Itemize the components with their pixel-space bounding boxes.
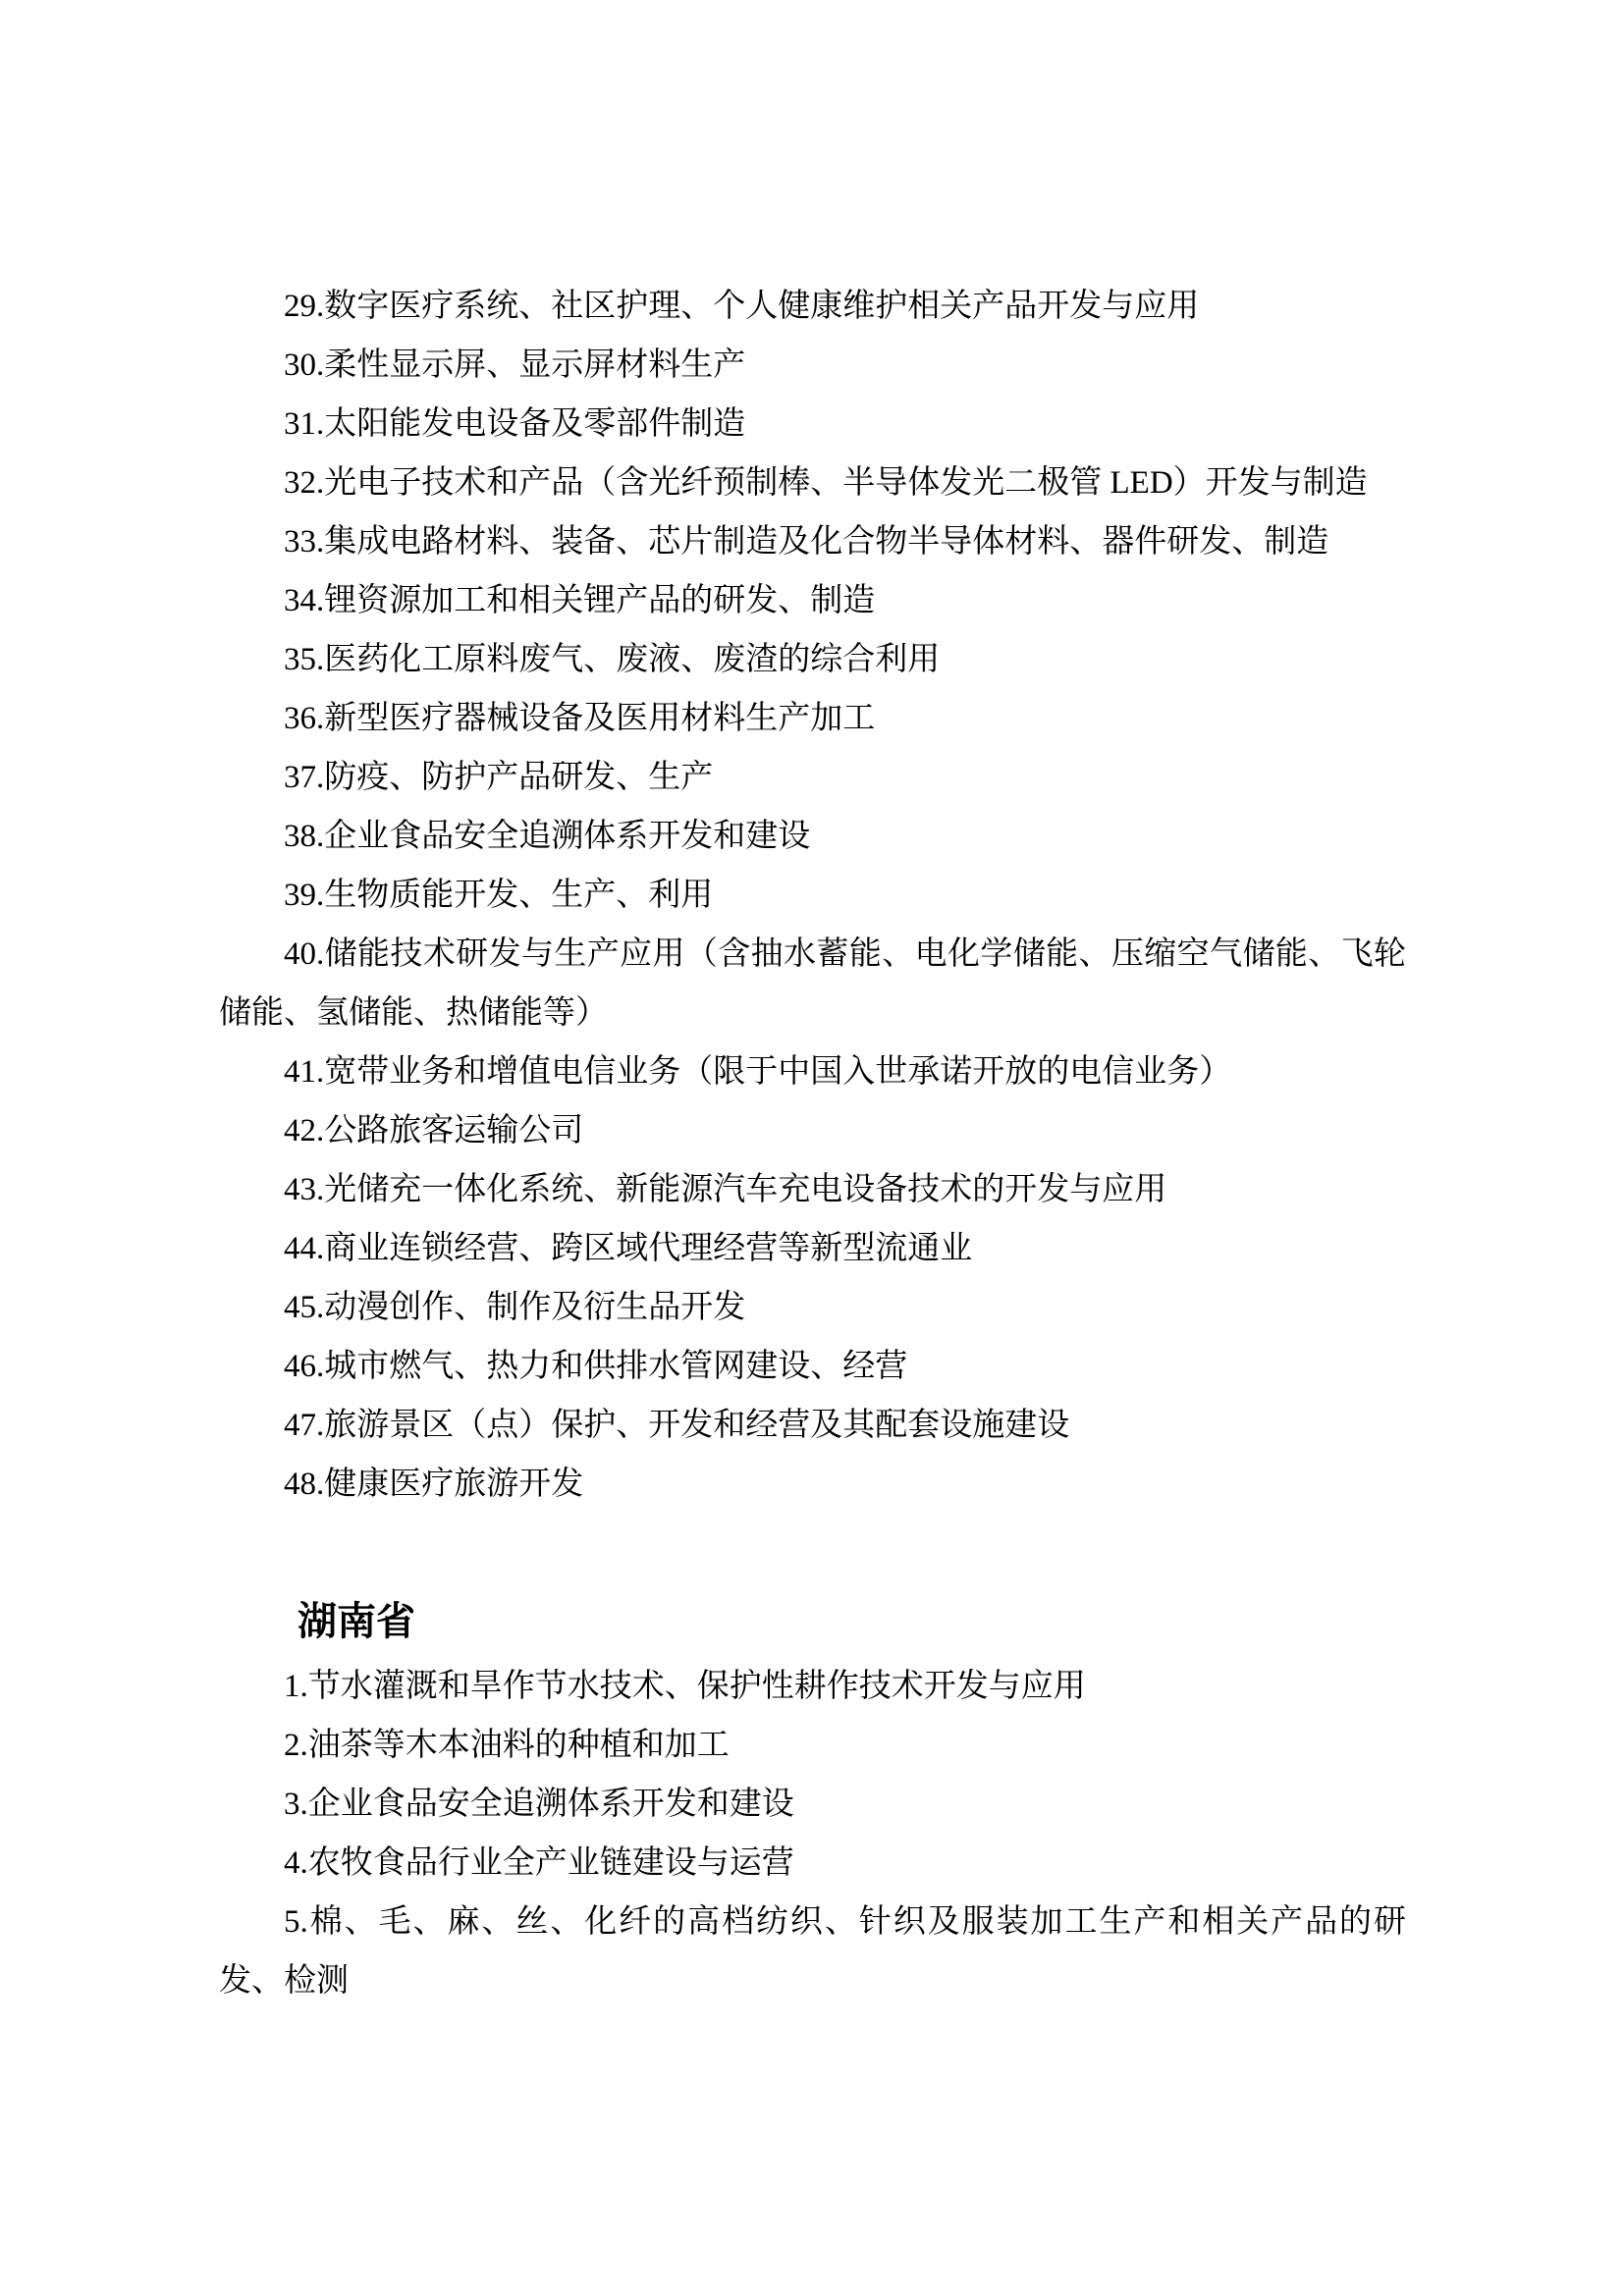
list-item <box>219 748 1406 807</box>
item-text: 健康医疗旅游开发 <box>324 1467 584 1502</box>
item-text: 光电子技术和产品（含光纤预制棒、半导体发光二极管 LED）开发与制造 <box>324 465 1368 501</box>
item-text: 防疫、防护产品研发、生产 <box>324 760 714 795</box>
section-heading-hunan: 湖南省 <box>298 1600 415 1643</box>
list-item <box>219 277 1406 336</box>
item-number: 4. <box>284 1845 308 1881</box>
item-number: 30. <box>284 347 325 383</box>
numbered-list-continued <box>219 277 1406 1514</box>
item-text: 数字医疗系统、社区护理、个人健康维护相关产品开发与应用 <box>324 289 1200 324</box>
item-number: 36. <box>284 701 325 736</box>
item-number: 3. <box>284 1787 308 1822</box>
list-item <box>219 1455 1406 1514</box>
item-number: 48. <box>284 1467 325 1502</box>
list-item <box>219 630 1406 689</box>
item-text: 集成电路材料、装备、芯片制造及化合物半导体材料、器件研发、制造 <box>324 524 1329 560</box>
list-item <box>219 395 1406 454</box>
item-text: 生物质能开发、生产、利用 <box>324 878 714 913</box>
item-number: 2. <box>284 1728 308 1763</box>
list-item <box>219 512 1406 571</box>
item-number: 32. <box>284 465 325 501</box>
list-item <box>219 454 1406 512</box>
list-item <box>219 807 1406 866</box>
item-text: 商业连锁经营、跨区域代理经营等新型流通业 <box>324 1231 973 1266</box>
item-number: 5. <box>284 1904 308 1940</box>
item-number: 41. <box>284 1054 325 1090</box>
item-text: 节水灌溉和旱作节水技术、保护性耕作技术开发与应用 <box>307 1669 1086 1704</box>
list-item <box>219 1834 1406 1893</box>
page-content <box>219 277 1406 2010</box>
list-item <box>219 1042 1406 1101</box>
item-number: 1. <box>284 1669 308 1704</box>
item-text: 锂资源加工和相关锂产品的研发、制造 <box>324 583 876 618</box>
item-number: 40. <box>284 936 325 972</box>
item-text: 宽带业务和增值电信业务（限于中国入世承诺开放的电信业务） <box>324 1054 1232 1090</box>
item-number: 33. <box>284 524 325 560</box>
item-text: 动漫创作、制作及衍生品开发 <box>324 1290 746 1325</box>
item-number: 45. <box>284 1290 325 1325</box>
item-text: 城市燃气、热力和供排水管网建设、经营 <box>324 1349 908 1384</box>
list-item <box>219 336 1406 395</box>
item-number: 43. <box>284 1172 325 1207</box>
list-item <box>219 1657 1406 1716</box>
item-number: 39. <box>284 878 325 913</box>
item-text: 柔性显示屏、显示屏材料生产 <box>324 347 746 383</box>
item-text: 新型医疗器械设备及医用材料生产加工 <box>324 701 876 736</box>
item-text: 太阳能发电设备及零部件制造 <box>324 406 746 442</box>
list-item <box>219 1893 1406 2010</box>
list-item <box>219 1278 1406 1337</box>
item-number: 37. <box>284 760 325 795</box>
item-number: 47. <box>284 1408 325 1443</box>
list-item <box>219 1775 1406 1834</box>
item-number: 34. <box>284 583 325 618</box>
item-text: 医药化工原料废气、废液、废渣的综合利用 <box>324 642 941 677</box>
list-item <box>219 1716 1406 1775</box>
item-text: 储能技术研发与生产应用（含抽水蓄能、电化学储能、压缩空气储能、飞轮储能、氢储能、热储能等） <box>219 936 1406 1031</box>
item-number: 35. <box>284 642 325 677</box>
list-item <box>219 866 1406 925</box>
item-text: 油茶等木本油料的种植和加工 <box>307 1728 730 1763</box>
list-item <box>219 1337 1406 1396</box>
list-item <box>219 1396 1406 1455</box>
item-number: 29. <box>284 289 325 324</box>
item-text: 光储充一体化系统、新能源汽车充电设备技术的开发与应用 <box>324 1172 1167 1207</box>
list-item <box>219 1101 1406 1160</box>
item-number: 44. <box>284 1231 325 1266</box>
item-text: 企业食品安全追溯体系开发和建设 <box>324 819 811 854</box>
list-item <box>219 925 1406 1042</box>
numbered-list-hunan <box>219 1657 1406 2010</box>
item-text: 旅游景区（点）保护、开发和经营及其配套设施建设 <box>324 1408 1070 1443</box>
item-text: 棉、毛、麻、丝、化纤的高档纺织、针织及服装加工生产和相关产品的研发、检测 <box>219 1904 1406 1999</box>
item-number: 38. <box>284 819 325 854</box>
list-item <box>219 1160 1406 1219</box>
list-item <box>219 1219 1406 1278</box>
list-item <box>219 689 1406 748</box>
item-text: 公路旅客运输公司 <box>324 1113 584 1148</box>
list-item <box>219 571 1406 630</box>
item-number: 31. <box>284 406 325 442</box>
item-number: 46. <box>284 1349 325 1384</box>
item-text: 企业食品安全追溯体系开发和建设 <box>307 1787 794 1822</box>
item-number: 42. <box>284 1113 325 1148</box>
item-text: 农牧食品行业全产业链建设与运营 <box>307 1845 794 1881</box>
